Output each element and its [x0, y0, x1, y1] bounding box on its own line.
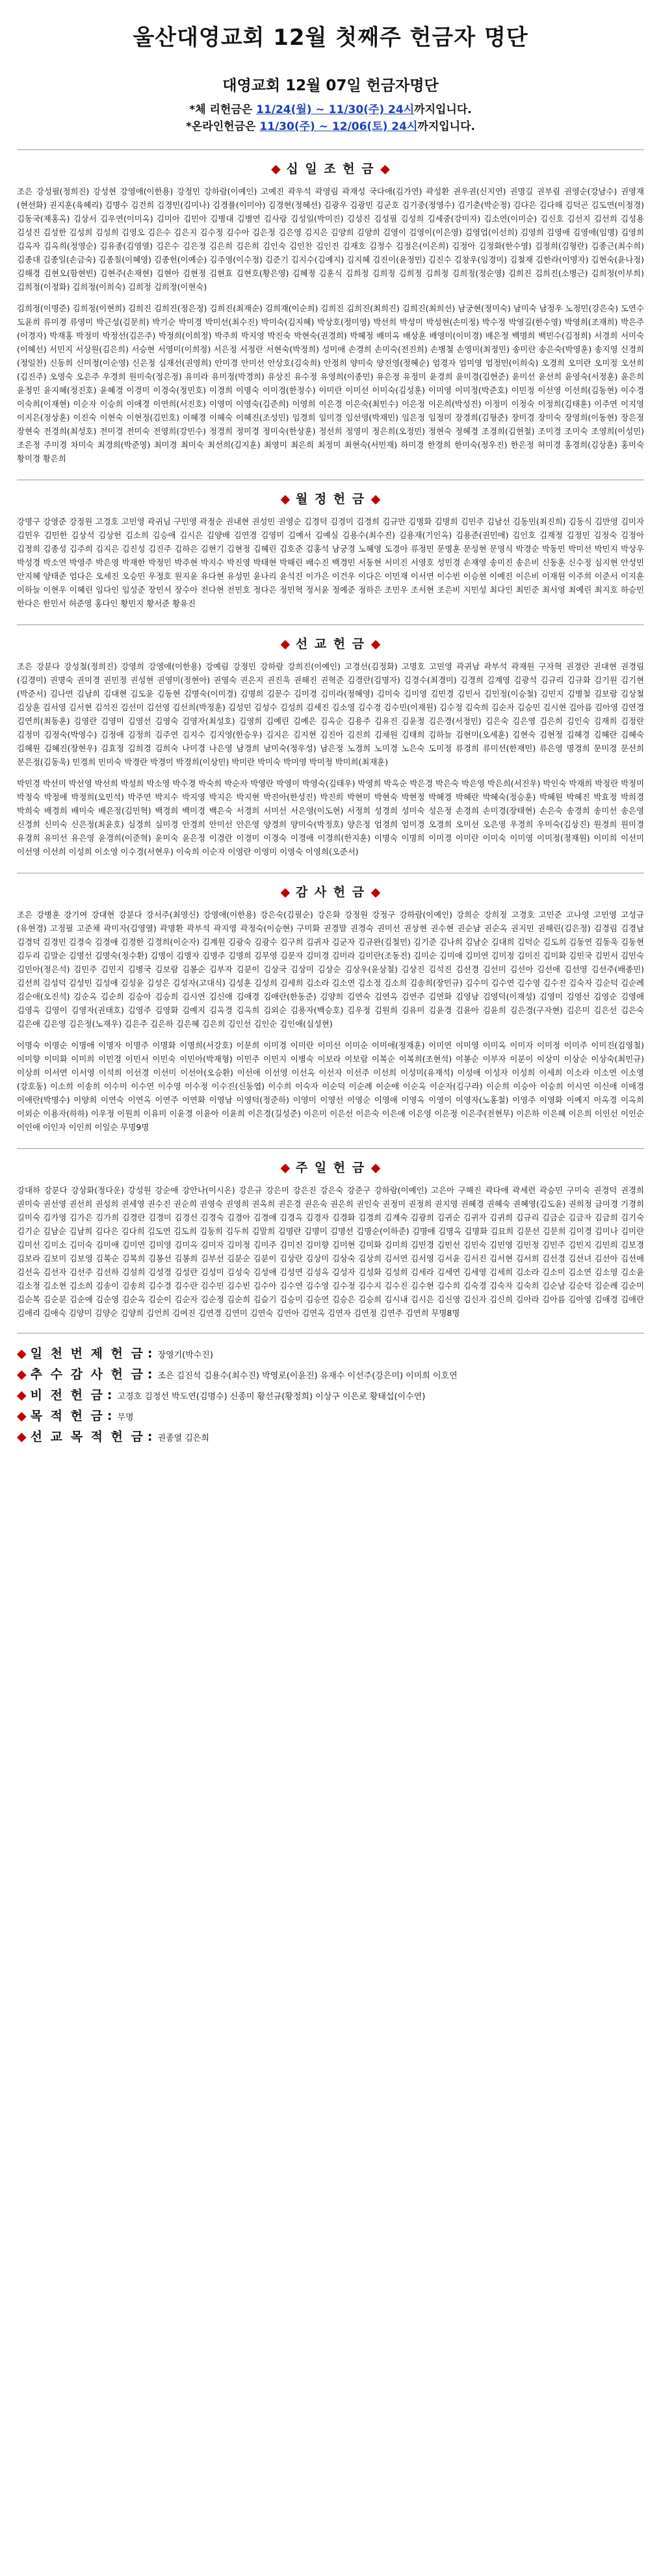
section-title-text: 선 교 헌 금 [295, 637, 366, 651]
summary-label-text: 선 교 목 적 헌 금 [30, 1430, 145, 1444]
summary-row [17, 1427, 644, 1448]
section-title [17, 634, 644, 652]
summary-value: 무명 [117, 1413, 134, 1423]
diamond-icon: ◆ [280, 1161, 291, 1175]
diamond-icon: ◆ [271, 162, 281, 176]
donor-paragraph: 강대하 강분다 강상화(정다운) 강성원 강순애 강안나(이시온) 강은규 강은미 강은진 강은숙 강준구 강하람(이예인) 고은아 구해진 곽다애 곽세련 곽승민 구미숙 권경덕 권경희 권미숙 권선영 권선희 권성희 권세영 권수진 권순희 권영숙 권영희 권옥희 권은경 권은숙 권은희 권인숙 권정미 권정희 권지영 권혜경 권혜숙 권혜영(김도윤) 권희정 금미경 기경희 길미숙 김가영 김가은 김가희 김경란 김경미 김경선 김경숙 김경아 김경애 김경옥 김경자 김경화 김경희 김계숙 김광희 김귀순 김귀자 김귀희 김규리 김금순 김금자 김금희 김기숙 김기순 김남순 김남희 김다은 김다희 김도연 김도희 김동희 김두희 김말희 김명란 김명미 김명선 김명순(이하준) 김명애 김명옥 김명화 김묘희 김문선 김문희 김미경 김미나 김미란 김미선 김미소 김미숙 김미애 김미연 김미영 김미옥 김미자 김미정 김미주 김미진 김미향 김미현 김미화 김미희 김민경 김민선 김민숙 김민영 김민정 김민주 김민지 김민희 김보경 김보라 김보미 김보영 김복순 김복희 김봉선 김봉희 김부선 김분순 김분이 김상란 김상미 김상숙 김상희 김서연 김서영 김서윤 김서진 김서현 김서희 김선경 김선녀 김선아 김선애 김선옥 김선자 김선주 김선하 김설희 김성경 김성란 김성미 김성숙 김성애 김성연 김성옥 김성자 김성화 김성희 김세라 김세연 김세영 김세희 김소라 김소미 김소연 김소영 김소윤 김소정 김소현 김소희 김송이 김송희 김수경 김수란 김수민 김수빈 김수아 김수연 김수영 김수정 김수지 김수진 김수현 김수희 김숙경 김숙자 김숙희 김순남 김순덕 김순례 김순미 김순복 김순분 김순애 김순영 김순옥 김순이 김순자 김순정 김순희 김슬기 김승미 김승연 김승은 김승희 김시내 김시은 김신영 김신자 김신희 김아라 김아름 김아영 김애경 김애란 김애리 김애숙 김양미 김양순 김양희 김언희 김여진 김연경 김연미 김연숙 김연아 김연옥 김연자 김연정 김연주 김연희 무명8명 [17, 1185, 645, 1318]
colon-separator: : [107, 1388, 112, 1402]
notice-date: 11/24(월) ~ 11/30(주) 24시 [256, 103, 415, 116]
donor-names [17, 1183, 644, 1320]
page-title: 울산대영교회 12월 첫째주 헌금자 명단 [133, 25, 528, 51]
summary-label [17, 1427, 145, 1445]
donor-paragraph: 박민경 박선미 박선영 박선희 박성희 박소영 박수경 박숙희 박순자 박영란 박영미 박영숙(김태우) 박영희 박옥순 박은경 박은숙 박은영 박은희(서진우) 박인숙 박재희 박정란 박정미 박정숙 박정애 박정희(오민석) 박주연 박지수 박지영 박지은 박지현 박진아(한성진) 박진희 박현미 박현숙 박현정 박혜경 박혜란 박혜숙(정승훈) 박혜원 박혜진 박효정 박희경 박희숙 배경희 배미숙 배은정(김민혁) 백경희 백미경 백은숙 서경희 서미선 서은영(이도현) 서정희 성경희 성미숙 성은정 손경희 손미경(장태현) 손은숙 송경희 송미선 송은영 신경희 신미숙 신은정(최윤호) 심경희 심미경 안경희 안미선 안은영 양경희 양미숙(박정호) 양은정 엄경희 엄미경 오경희 오미선 오은영 우경희 우미숙(김상진) 원경희 원미경 유경희 유미선 유은영 윤경희(이준혁) 윤미숙 윤은정 이경란 이경미 이경숙 이경애 이경희(한지훈) 이명숙 이명희 이미경 이미란 이미숙 이미영 이미정(정재원) 이미희 이선미 이선영 이선희 이성희 이소영 이수경(서현우) 이숙희 이순자 이영란 이영미 이영숙 이영희(오준서) [17, 779, 644, 857]
section-title [17, 1158, 644, 1176]
diamond-icon: ◆ [17, 1388, 27, 1402]
section-title-text: 주 일 헌 금 [295, 1161, 366, 1175]
donor-names [17, 908, 644, 1134]
offering-section [17, 480, 644, 610]
diamond-icon: ◆ [17, 1430, 27, 1444]
section-title-text: 월 정 헌 금 [295, 492, 366, 506]
summary-row [17, 1385, 644, 1406]
diamond-icon: ◆ [17, 1409, 27, 1423]
summary-value: 권종열 김은희 [157, 1434, 209, 1443]
offering-section [17, 1148, 644, 1320]
diamond-icon: ◆ [17, 1346, 27, 1361]
donor-paragraph: 조은 강성필(정희진) 강성현 강영애(이한용) 강정민 강하람(이예인) 고예진 곽우석 곽영림 곽재성 국다애(김가연) 곽성환 권우권(신지연) 권명길 권부림 권영순(강남수) 권영재(현선화) 권지훈(육혜리) 김명수 김건희 김경민(김미나) 김경률(이미아) 김경현(정혜선) 김광우 김광민 김군호 김기중(정영수) 김기춘(박순정) 김다은 김다해 김덕곤 김도연(이정경) 김동국(제홍옥) 김상서 김우연(이미옥) 김미아 김민아 김병대 김병연 김사랑 김성일(박미진) 김성진 김성필 김성희 김세중(강미자) 김소연(이미순) 김신호 김선지 김선희 김성용 김성진 김성한 김성희 김성희 김영오 김은수 김은지 김수정 김수아 김은정 김은영 김지은 김양희 김양희 김영이 김영이(이은영) 김영업(이선희) 김영희 김영애 김영애(임명) 김영희 김옥자 김옥희(정영순) 김유종(김영열) 김은수 김은정 김은희 김은희 김인숙 김인찬 김인진 김재호 김정수 김정은(이은희) 김정아 김정화(한수영) 김정희(김형란) 김종근(최수희) 김종대 김종일(손금숙) 김종칠(이혜영) 김종헌(이예순) 김주영(이수정) 김준기 김지수(김예지) 김지혜 김진이(윤정민) 김진수 김창우(임경미) 김철재 김한라(이명자) 김현숙(윤나정) 김해경 김현오(함현빈) 김현주(손재현) 김현아 김현정 김현효 김현호(황은영) 김혜정 김훈식 김희정 김희정 김희정 김희정 김희정(정순영) 김희진 김희진(소병근) 김희정(이부희) 김희정(이정화) 김희정(이희숙) 김희정 김희정(이현숙) [17, 187, 644, 292]
colon-separator: : [107, 1409, 112, 1423]
summary-value: 고경호 김정선 박도연(김명수) 신종미 황선규(황정희) 이상구 이은로 황태섭(이수연) [117, 1392, 426, 1402]
section-title [17, 882, 644, 900]
notice-prefix: *체 리헌금은 [189, 103, 257, 116]
summary-label-text: 비 전 헌 금 [30, 1388, 105, 1402]
summary-block [17, 1333, 644, 1448]
notice-prefix: *온라인헌금은 [186, 120, 260, 133]
diamond-icon: ◆ [370, 492, 381, 506]
notice-date: 11/30(주) ~ 12/06(토) 24시 [259, 120, 418, 133]
offering-section [17, 625, 644, 858]
diamond-icon: ◆ [280, 492, 291, 506]
offering-sections [17, 149, 644, 1320]
section-title [17, 159, 644, 177]
summary-label-text: 일 천 번 제 헌 금 [30, 1346, 145, 1361]
donor-names [17, 515, 644, 610]
notice-block [17, 101, 644, 135]
summary-label [17, 1344, 145, 1361]
diamond-icon: ◆ [17, 1367, 27, 1382]
colon-separator: : [147, 1367, 153, 1382]
page-subtitle: 대영교회 12월 07일 헌금자명단 [222, 77, 439, 94]
summary-label [17, 1365, 145, 1382]
colon-separator: : [147, 1430, 153, 1444]
offering-section [17, 873, 644, 1134]
summary-row [17, 1365, 644, 1385]
offering-section [17, 149, 644, 465]
summary-value: 장영기(박수진) [157, 1350, 213, 1360]
donor-paragraph: 강명구 강영준 강정원 고경호 고민영 곽귀님 구민영 곽정순 권내현 권성민 권영순 김경덕 김경미 김경희 김규만 김명화 김명희 김민주 김남선 김동민(최진희) 김동식 김만영 김미자 김민우 김민한 김상석 김상헌 김소희 김승애 김시은 김양배 김연경 김영미 김예서 김예실 김용수(최수진) 김용재(기인옥) 김용준(권민애) 김인호 김재정 김정민 김정숙 김정아 김정희 김종성 김주희 김지은 김진성 김진주 김하은 김현기 김현정 김혜린 김호준 김홍석 남궁경 노혜영 도경아 류정민 문명훈 문성현 문영식 박경순 박동민 박미선 박민지 박상우 박성경 박소연 박영주 박은영 박재한 박정민 박주현 박지수 박진영 박태현 박해린 배수진 백경민 서동현 서미진 서영호 성민경 손재영 송미진 송은비 신동훈 신수정 심지현 안성민 안지혜 양태준 엄다은 오세진 오승민 우정호 원지윤 유다현 유성민 윤나리 윤석진 이가은 이건우 이다은 이민재 이서연 이수빈 이승현 이예진 이은비 이재원 이주희 이준서 이지훈 이하늘 이현우 이혜린 임다인 임성준 장민서 장수아 전다현 전민호 정다은 정민혁 정서윤 정예준 정하은 조민우 조서현 조은비 지민성 최다인 최민준 최서영 최예린 최지호 하승민 한다은 한민서 허준영 홍다인 황민지 황서준 황유진 [17, 517, 645, 608]
donor-paragraph: 김희정(이명준) 김희정(이현희) 김희진 김희진(정은정) 김희진(최재순) 김희재(이순희) 김희진 김희진(최희진) 김희진(최희선) 남궁현(정미숙) 남미숙 남정우 노정민(강은숙) 도연수 도윤희 류미경 류영미 박근성(김문희) 박기순 박미경 박미선(최수진) 박미숙(김지혜) 박상호(정미영) 박선희 박성미 박성현(손미정) 박수정 박영길(한수영) 박영희(조재희) 박은주(이경자) 박재홍 박정미 박정선(김은주) 박정희(이희정) 박주희 박지영 박진숙 박현숙(권경희) 박혜정 배미옥 배상훈 배영미(이미경) 배은정 백명희 백민수(김정희) 서경희 서미숙(이혜선) 서민지 서상원(김은희) 서승현 서영미(이희정) 서은정 서정란 서현숙(박정희) 성미애 손경희 손미숙(전진희) 손병철 손영미(최정민) 송미란 송은숙(박영훈) 송지영 신경희(정일찬) 신동희 신미정(이순영) 신은정 심재선(권영희) 안미경 안미선 안상호(김숙희) 안정희 양미숙 양진영(정혜순) 엄경자 엄미영 엄정민(이희숙) 오경희 오미란 오미정 오선희(김진주) 오영숙 오은주 우경희 원미숙(정은정) 유미라 유미정(박경희) 유상진 유수정 유영희(이종민) 유은정 유정미 윤경희 윤미경(김현준) 윤미선 윤선희 윤영숙(서정훈) 윤은희 윤정민 윤지혜(정진호) 윤혜경 이경미 이경숙(정민호) 이경희 이명숙 이미경(한정수) 이미란 이미선 이미숙(김성훈) 이미영 이미정(박준호) 이민정 이선영 이선희(김동현) 이수경 이숙희(이재현) 이순자 이승희 이애경 이연희(서진호) 이영미 이영숙(김준희) 이영희 이은경 이은숙(최민수) 이은정 이은희(박성진) 이정미 이정숙 이정희(김태훈) 이주연 이지영 이지은(정상훈) 이진숙 이현숙 이현정(김민호) 이혜경 이혜숙 이혜진(조성민) 임경희 임미경 임선영(박재민) 임은정 임정미 장경희(김형준) 장미경 장미숙 장영희(이동현) 장은정 장현숙 전경희(최성호) 전미경 전미숙 전영희(강민수) 정경희 정미경 정미숙(한상훈) 정선희 정영미 정은희(오정민) 정현숙 정혜경 조경희(김현철) 조미경 조미숙 조영희(이성민) 조은정 주미경 차미숙 최경희(박준영) 최미경 최미숙 최선희(김지훈) 최영미 최은희 최정미 최현숙(서민재) 하미경 한경희 한미숙(정우진) 한은정 허미경 홍경희(김상훈) 홍미숙 황미경 황은희 [17, 303, 644, 463]
diamond-icon: ◆ [380, 162, 390, 176]
section-title-text: 감 사 헌 금 [295, 885, 366, 899]
deadline-notice [17, 118, 644, 135]
diamond-icon: ◆ [280, 885, 291, 899]
diamond-icon: ◆ [370, 637, 381, 651]
notice-suffix: 까지입니다. [417, 120, 475, 133]
colon-separator: : [147, 1346, 153, 1361]
summary-label [17, 1385, 105, 1403]
donor-paragraph: 조은 강분다 강성철(정희진) 강영희 강영애(이한용) 강예림 강정민 강하람 강희진(이예인) 고경선(김정화) 고명호 고민영 곽귀남 곽부석 곽재원 구자혁 권경란 권대현 권경림(김경미) 권명숙 권미경 권민정 권성현 권영미(정현아) 권영숙 권은지 권진욱 권해진 권혁준 김경란(김명자) 김경수(최경미) 김경희 김계영 김광석 김규리 김규화 김기원 김기현(박준서) 김나연 김남희 김대현 김도윤 김동현 김명숙(이미경) 김명희 김문수 김미경 김미라(정혜영) 김미숙 김미영 김민경 김민서 김민정(이승철) 김민지 김병철 김보람 김상철 김상훈 김서영 김서현 김석진 김선미 김선영 김선희(박정훈) 김성민 김성수 김성희 김세진 김소영 김수경 김수민(이재원) 김수정 김숙희 김순자 김승민 김시현 김아름 김아영 김연경 김연희(최동훈) 김영란 김영미 김영선 김영숙 김영자(최성호) 김영희 김예린 김예은 김옥순 김용주 김유진 김윤정 김은경(서정민) 김은숙 김은영 김은희 김인숙 김재희 김정란 김정미 김정숙(박영수) 김정애 김정희 김주연 김지수 김지영(한승우) 김지은 김지현 김진아 김진희 김채원 김태희 김하늘 김현미(오세훈) 김현숙 김현정 김혜경 김혜란 김혜숙 김혜원 김혜진(장현우) 김효정 김희경 김희숙 나미경 나은영 남경희 남미숙(정우성) 남은정 노경희 노미경 노은숙 도미정 류경희 류미선(한재민) 류은영 명경희 문미경 문선희 문은정(김동욱) 민경희 민미숙 박경란 박경미 박경희(이상민) 박미란 박미숙 박미영 박미정 박미희(최재훈) [17, 662, 644, 767]
summary-value: 조은 김진석 김용수(최수진) 박영로(이윤진) 유재수 이선주(강은미) 이미희 이호연 [157, 1371, 458, 1381]
donor-names [17, 185, 644, 465]
summary-row [17, 1344, 644, 1365]
section-title-text: 십 일 조 헌 금 [286, 162, 375, 176]
deadline-notice [17, 101, 644, 118]
donor-paragraph: 조은 강병훈 강기여 강대현 강분다 강서주(최영신) 강영애(이한용) 강은숙(김필순) 강은화 강정원 강정구 강하람(이예인) 강희순 강희정 고경호 고민준 고나영 고민영 고성규(유현경) 고정필 고준채 곽미자(김영열) 곽명환 곽부석 곽지영 곽정숙(이승현) 구미화 권경말 권경숙 권미선 권상현 권수현 권순남 권순옥 권지민 권해린(김은정) 김경림 김경남 김경덕 김경민 김경숙 김경애 김경한 김경희(이순자) 김계원 김광숙 김광수 김구희 김귀자 김군자 김규완(김철민) 김기준 김나희 김남순 김대희 김덕순 김도희 김동연 김동욱 김동현 김두리 김말순 김명선 김명숙(정수환) 김명이 김명자 김명주 김명희 김무영 김문자 김미경 김미라 김미란(조동진) 김미순 김미애 김미연 김미정 김미진 김미화 김민국 김민서 김민숙 김민아(정은석) 김민주 김민지 김병국 김보람 김봉순 김부자 김분이 김상국 김상미 김상순 김상우(윤상철) 김상진 김석진 김선경 김선미 김선아 김선애 김선영 김선주(배종민) 김선희 김성덕 김성민 김성애 김성윤 김성은 김성자(고대식) 김성훈 김성희 김세희 김소라 김소연 김소정 김소희 김송희(장민규) 김수미 김수연 김수영 김수진 김숙자 김순덕 김순례 김순애(오진석) 김순옥 김순희 김승아 김승희 김시연 김신애 김애경 김애란(한동준) 김양희 김연숙 김연옥 김연주 김연화 김영남 김영덕(이재성) 김영미 김영선 김영순 김영애 김영옥 김영이 김영자(권태호) 김영주 김영화 김예지 김옥경 김옥희 김외순 김용자(백승호) 김우정 김원희 김유미 김윤경 김윤아 김윤희 김은경(구자현) 김은미 김은선 김은숙 김은애 김은영 김은정(노재우) 김은주 김은하 김은혜 김은희 김인선 김인순 김인애(심성현) [17, 910, 644, 1029]
section-title [17, 489, 644, 507]
summary-row [17, 1406, 644, 1427]
diamond-icon: ◆ [280, 637, 291, 651]
donor-paragraph: 이명숙 이명순 이명애 이명자 이명주 이명화 이명희(서강호) 이문희 이미경 이미란 이미선 이미순 이미애(정재훈) 이미연 이미영 이미옥 이미자 이미정 이미주 이미진(김영철) 이미향 이미화 이미희 이민경 이민서 이민숙 이민아(박재형) 이민주 이민지 이병숙 이보라 이보람 이복순 이복희(조현석) 이봉순 이부자 이분이 이상미 이상순 이상숙(최민규) 이상희 이서연 이서영 이석희 이선경 이선미 이선아(오승환) 이선애 이선영 이선옥 이선자 이선주 이선희 이성미(유재석) 이성애 이성자 이성희 이세희 이소라 이소연 이소영(강호동) 이소희 이송희 이수미 이수연 이수영 이수정 이수진(신동엽) 이수희 이숙자 이순덕 이순례 이순애 이순옥 이순자(김구라) 이순희 이승아 이승희 이시연 이신애 이애경 이애란(박명수) 이양희 이연숙 이연옥 이연주 이연화 이영남 이영덕(정준하) 이영미 이영선 이영순 이영애 이영옥 이영이 이영자(노홍철) 이영주 이영화 이예지 이옥경 이옥희 이외순 이용자(하하) 이우정 이원희 이유미 이윤경 이윤아 이윤희 이은경(길성준) 이은미 이은선 이은숙 이은애 이은영 이은정 이은주(전현무) 이은하 이은혜 이은희 이인선 이인순 이인애 이인자 이인희 이일순 무명9명 [17, 1040, 644, 1132]
notice-suffix: 까지입니다. [414, 103, 472, 116]
summary-label-text: 추 수 감 사 헌 금 [30, 1367, 145, 1382]
summary-label [17, 1406, 105, 1424]
diamond-icon: ◆ [370, 885, 381, 899]
summary-label-text: 목 적 헌 금 [30, 1409, 105, 1423]
diamond-icon: ◆ [370, 1161, 381, 1175]
donor-names [17, 660, 644, 858]
